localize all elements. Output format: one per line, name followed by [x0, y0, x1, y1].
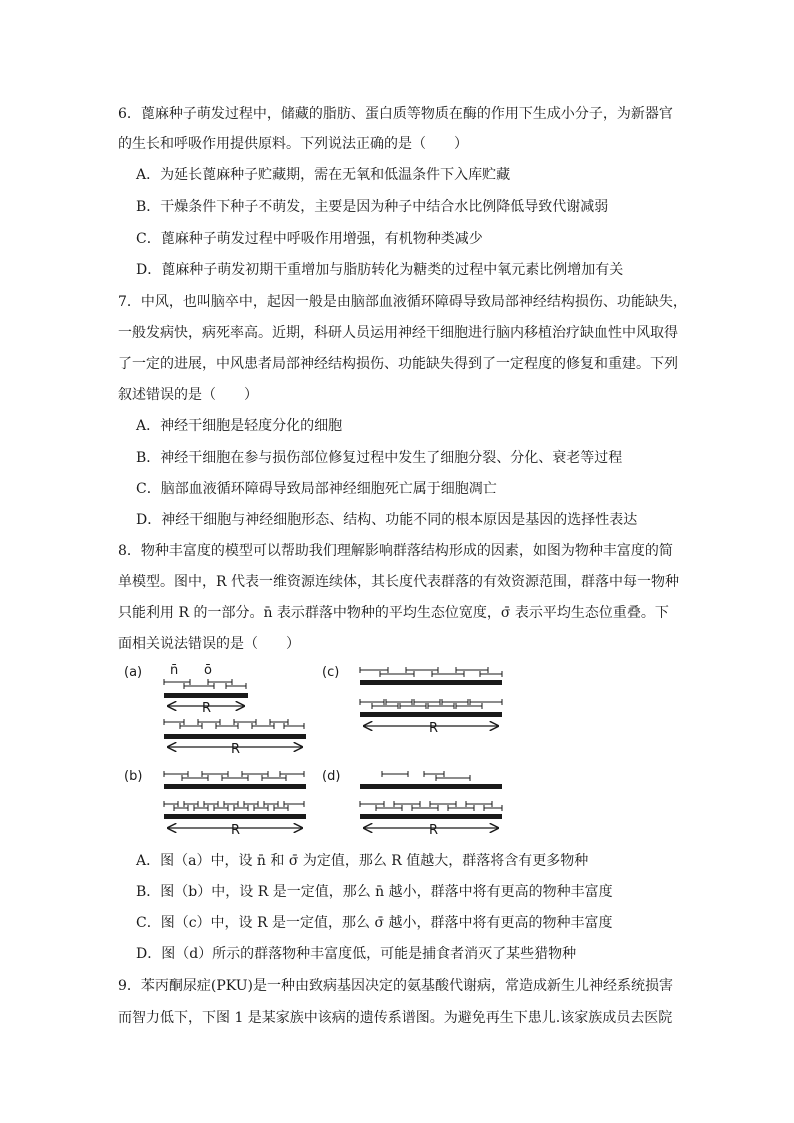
panel-a-bottom-resource-bar: [164, 734, 306, 739]
q7-option-d: D．神经干细胞与神经细胞形态、结构、功能不同的根本原因是基因的选择性表达: [136, 512, 638, 528]
panel-b-top-resource-bar: [164, 784, 306, 789]
panel-c-label: (c): [322, 665, 340, 680]
panel-c-top-niches: [360, 667, 502, 677]
q6-stem-line2: 的生长和呼吸作用提供原料。下列说法正确的是（ ）: [118, 136, 468, 152]
panel-b-bottom-resource-bar: [164, 814, 306, 819]
q6-option-c: C．蓖麻种子萌发过程中呼吸作用增强，有机物种类减少: [136, 231, 483, 247]
species-richness-figure: [118, 656, 518, 846]
panel-d-top-resource-bar: [360, 784, 502, 789]
q7-stem-line3: 了一定的进展，中风患者局部神经结构损伤、功能缺失得到了一定程度的修复和重建。下列: [118, 356, 678, 372]
q6-stem-line1: 6．蓖麻种子萌发过程中，储藏的脂肪、蛋白质等物质在酶的作用下生成小分子，为新器官: [118, 106, 673, 122]
panel-a-top-resource-bar: [164, 693, 248, 698]
panel-d-bottom-resource-bar: [360, 814, 502, 819]
panel-c-top-resource-bar: [360, 680, 502, 685]
q7-stem-line2: 一般发病快，病死率高。近期，科研人员运用神经干细胞进行脑内移植治疗缺血性中风取得: [118, 325, 678, 341]
n-bar-symbol: n̄: [170, 663, 179, 678]
q9-stem-line1: 9．苯丙酮尿症(PKU)是一种由致病基因决定的氨基酸代谢病，常造成新生儿神经系统损害: [118, 978, 674, 994]
q6-option-b: B．干燥条件下种子不萌发，主要是因为种子中结合水比例降低导致代谢减弱: [136, 199, 609, 215]
q6-option-a: A．为延长蓖麻种子贮藏期，需在无氧和低温条件下入库贮藏: [136, 167, 511, 183]
panel-d-top-niches: [382, 771, 470, 781]
q7-option-a: A．神经干细胞是轻度分化的细胞: [136, 418, 343, 434]
panel-c-bottom-niches: [360, 699, 502, 709]
q7-option-b: B．神经干细胞在参与损伤部位修复过程中发生了细胞分裂、分化、衰老等过程: [136, 450, 623, 466]
panel-a-top-niches: [164, 679, 246, 689]
panel-a-bottom-niches: [164, 719, 304, 729]
q8-stem-line4: 面相关说法错误的是（ ）: [118, 636, 300, 652]
panel-b-r-label: R: [231, 823, 241, 838]
panel-a-bottom-r-label: R: [231, 742, 241, 757]
panel-c-bottom-resource-bar: [360, 712, 502, 717]
q8-option-a: A．图（a）中，设 n̄ 和 σ̄ 为定值，那么 R 值越大，群落将含有更多物种: [136, 853, 589, 869]
panel-b-top-niches: [164, 771, 304, 781]
q6-option-d: D．蓖麻种子萌发初期干重增加与脂肪转化为糖类的过程中氧元素比例增加有关: [136, 262, 624, 278]
q7-stem-line1: 7．中风，也叫脑卒中，起因一般是由脑部血液循环障碍导致局部神经结构损伤、功能缺失，: [118, 294, 687, 310]
o-bar-symbol: ō: [204, 663, 212, 678]
panel-a-label: (a): [124, 665, 143, 680]
panel-b-label: (b): [124, 769, 143, 784]
panel-d-bottom-niches: [360, 801, 502, 811]
q8-stem-line2: 单模型。图中，R 代表一维资源连续体，其长度代表群落的有效资源范围，群落中每一物种: [118, 574, 679, 590]
species-richness-diagram: [118, 656, 518, 846]
panel-b-bottom-niches: [164, 801, 304, 811]
panel-d-label: (d): [322, 769, 341, 784]
q8-option-d: D．图（d）所示的群落物种丰富度低，可能是捕食者消灭了某些猎物种: [136, 946, 577, 962]
q8-option-c: C．图（c）中，设 R 是一定值，那么 σ̄ 越小，群落中将有更高的物种丰富度: [136, 915, 613, 931]
q8-stem-line1: 8．物种丰富度的模型可以帮助我们理解影响群落结构形成的因素，如图为物种丰富度的简: [118, 543, 673, 559]
q7-stem-line4: 叙述错误的是（ ）: [118, 387, 258, 403]
q9-stem-line2: 而智力低下，下图 1 是某家族中该病的遗传系谱图。为避免再生下患儿.该家族成员去医院: [118, 1010, 673, 1026]
panel-d-r-label: R: [429, 823, 439, 838]
q8-stem-line3: 只能利用 R 的一部分。n̄ 表示群落中物种的平均生态位宽度，σ̄ 表示平均生态位重叠。下: [118, 605, 669, 621]
q7-option-c: C．脑部血液循环障碍导致局部神经细胞死亡属于细胞凋亡: [136, 481, 497, 497]
panel-a-top-r-label: R: [202, 701, 212, 716]
panel-c-r-label: R: [429, 721, 439, 736]
q8-option-b: B．图（b）中，设 R 是一定值，那么 n̄ 越小，群落中将有更高的物种丰富度: [136, 884, 613, 900]
